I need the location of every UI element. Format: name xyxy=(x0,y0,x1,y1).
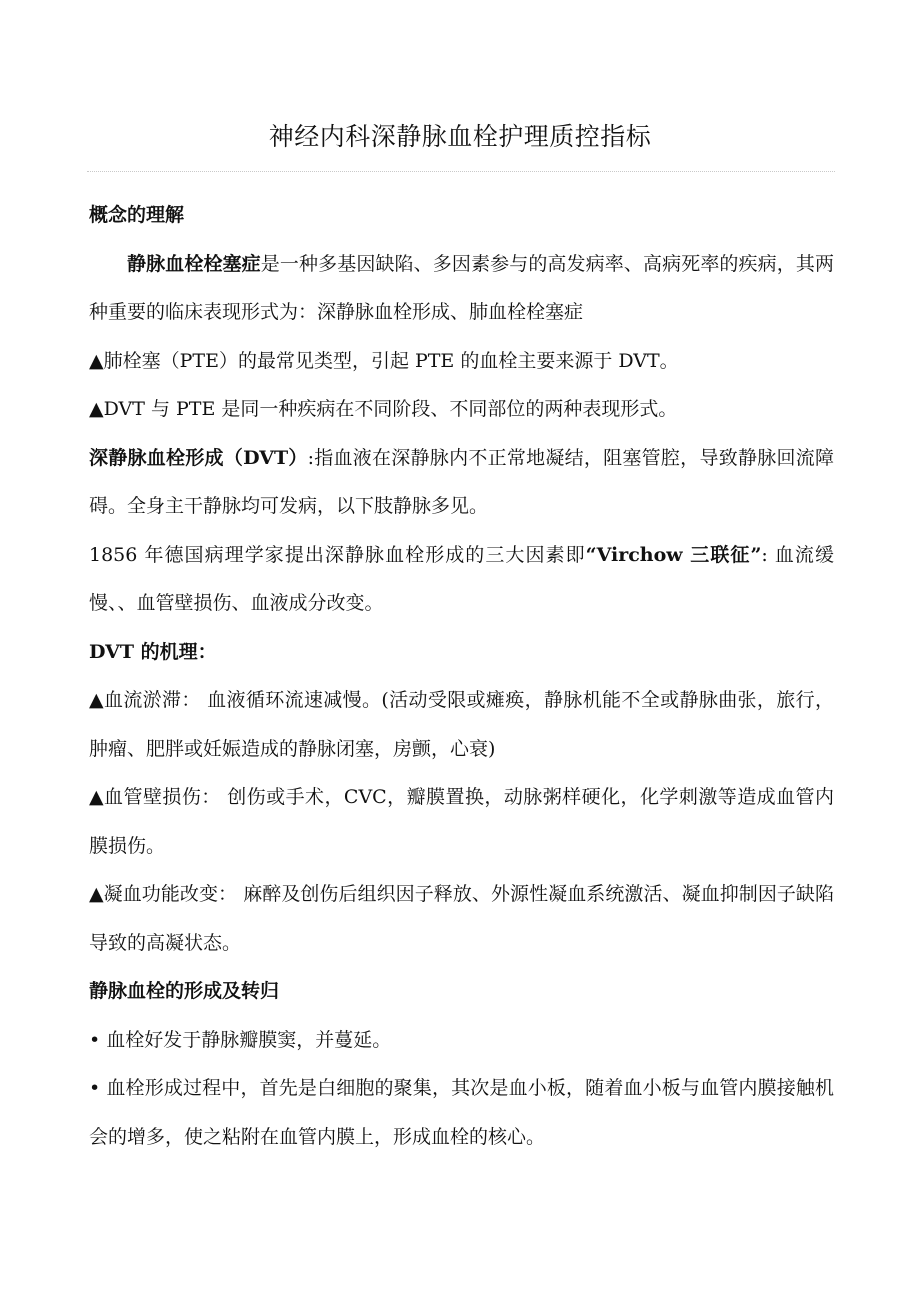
virchow-intro-text: 1856 年德国病理学家提出深静脉血栓形成的三大因素即 xyxy=(89,543,586,566)
term-vte: 静脉血栓栓塞症 xyxy=(127,252,261,275)
virchow-factors-text: : 血流缓慢、、血管壁损伤、血液成分改变。 xyxy=(89,543,834,614)
dvt-definition-text: :指血液在深静脉内不正常地凝结，阻塞管腔，导致静脉回流障碍。全身主干静脉均可发病，以下肢静脉多见。 xyxy=(89,446,834,517)
bullet-dvt-pte-relation: ▲DVT 与 PTE 是同一种疾病在不同阶段、不同部位的两种表现形式。 xyxy=(89,398,678,420)
formation-item-valve-sinus: • 血栓好发于静脉瓣膜窦，并蔓延。 xyxy=(89,1028,392,1051)
section-heading-concept: 概念的理解 xyxy=(89,204,185,226)
paragraph-virchow xyxy=(89,531,834,628)
bullet-pte-type: ▲肺栓塞（PTE）的最常见类型，引起 PTE 的血栓主要来源于 DVT。 xyxy=(89,349,679,372)
document-body xyxy=(89,191,834,1161)
mechanism-item-coagulation: ▲凝血功能改变： 麻醉及创伤后组织因子释放、外源性凝血系统激活、凝血抑制因子缺陷导致的高凝状态。 xyxy=(89,883,834,954)
paragraph-dvt-definition xyxy=(89,434,834,531)
page-title: 神经内科深静脉血栓护理质控指标 xyxy=(268,122,652,151)
term-dvt: 深静脉血栓形成（DVT） xyxy=(89,446,308,469)
mechanism-item-stasis: ▲血流淤滞： 血液循环流速减慢。(活动受限或瘫痪，静脉机能不全或静脉曲张，旅行，肿瘤、肥胖或妊娠造成的静脉闭塞，房颤，心衰) xyxy=(89,689,834,760)
term-virchow-triad: “Virchow 三联征” xyxy=(585,543,762,566)
formation-item-process: • 血栓形成过程中，首先是白细胞的聚集，其次是血小板，随着血小板与血管内膜接触机会的增多，使之粘附在血管内膜上，形成血栓的核心。 xyxy=(89,1077,834,1148)
section-heading-mechanism: DVT 的机理： xyxy=(89,640,217,663)
mechanism-item-vessel-injury: ▲血管壁损伤： 创伤或手术，CVC，瓣膜置换，动脉粥样硬化，化学刺激等造成血管内膜损伤。 xyxy=(89,786,834,857)
paragraph-vte-definition xyxy=(89,240,834,337)
section-heading-formation: 静脉血栓的形成及转归 xyxy=(89,980,280,1002)
vte-definition-text: 是一种多基因缺陷、多因素参与的高发病率、高病死率的疾病，其两种重要的临床表现形式为：深静脉血栓形成、肺血栓栓塞症 xyxy=(89,252,834,323)
title-divider xyxy=(87,171,835,172)
